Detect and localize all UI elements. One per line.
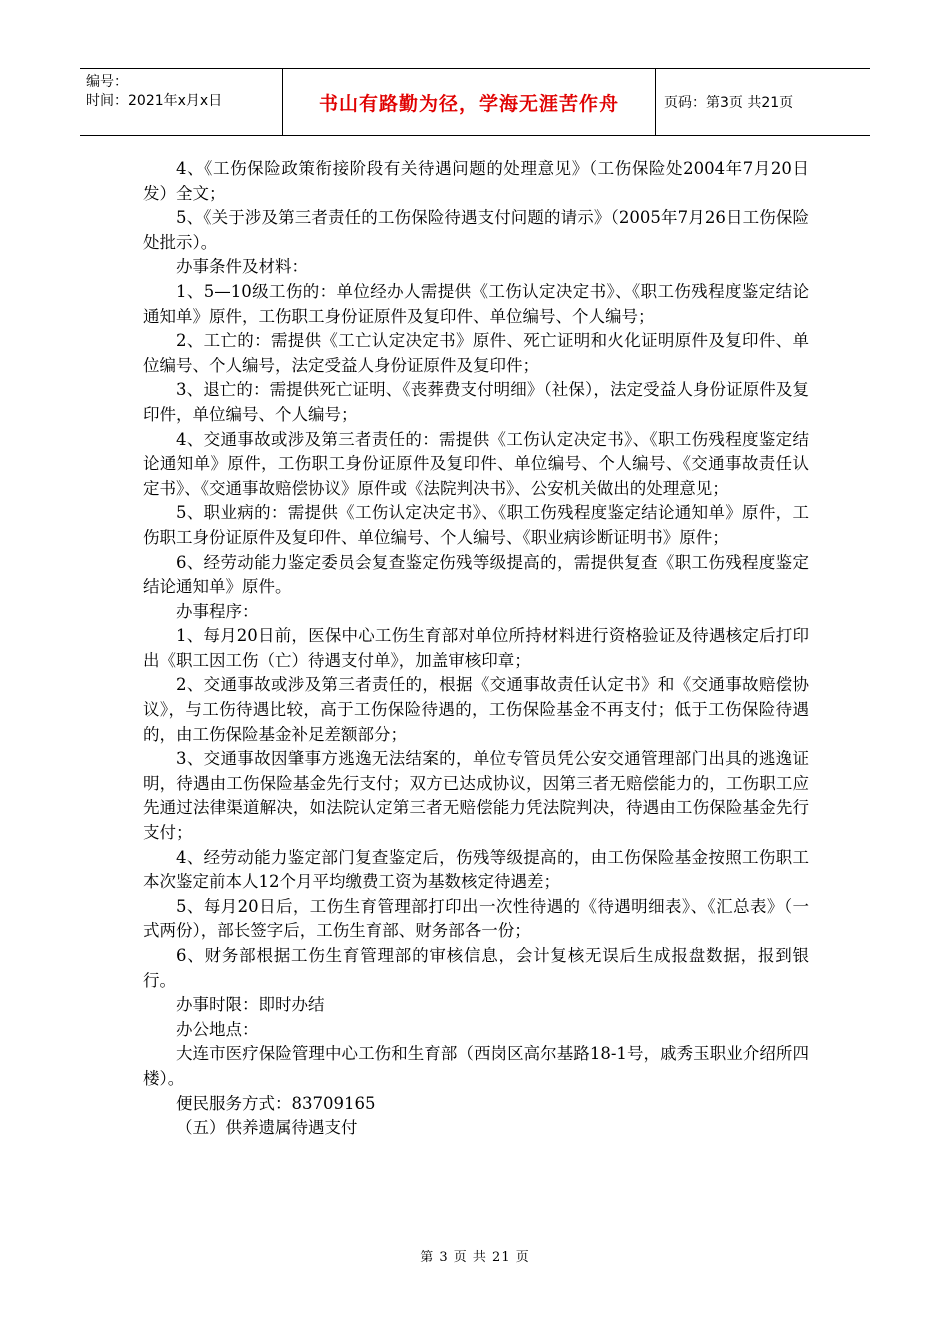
paragraph: 5、每月20日后，工伤生育管理部打印出一次性待遇的《待遇明细表》、《汇总表》（一式两份），部长签字后，工伤生育部、财务部各一份；	[143, 896, 809, 941]
paragraph: 5、职业病的：需提供《工伤认定决定书》、《职工伤残程度鉴定结论通知单》原件，工伤职工身份证原件及复印件、单位编号、个人编号、《职业病诊断证明书》原件；	[143, 503, 809, 547]
section-heading: 办公地点：	[176, 1019, 259, 1039]
paragraph: 1、每月20日前，医保中心工伤生育部对单位所持材料进行资格验证及待遇核定后打印出《职工因工伤（亡）待遇支付单》，加盖审核印章；	[143, 626, 809, 670]
paragraph: 3、交通事故因肇事方逃逸无法结案的，单位专管员凭公安交通管理部门出具的逃逸证明，待遇由工伤保险基金先行支付；双方已达成协议，因第三者无赔偿能力的，工伤职工应先通过法律渠道解决，如法院认定第三者无赔偿能力凭法院判决，待遇由工伤保险基金先行支付；	[143, 749, 809, 843]
paragraph: 便民服务方式：83709165	[176, 1093, 376, 1113]
paragraph: 大连市医疗保险管理中心工伤和生育部（西岗区高尔基路18-1号，戚秀玉职业介绍所四楼）。	[143, 1044, 809, 1088]
header-time-label: 时间：2021年x月x日	[86, 93, 223, 109]
paragraph: 6、财务部根据工伤生育管理部的审核信息，会计复核无误后生成报盘数据，报到银行。	[143, 946, 809, 990]
paragraph: 2、工亡的：需提供《工亡认定决定书》原件、死亡证明和火化证明原件及复印件、单位编号、个人编号，法定受益人身份证原件及复印件；	[143, 331, 809, 375]
document-body	[143, 157, 809, 1141]
header-number-label: 编号：	[86, 74, 128, 90]
paragraph: 5、《关于涉及第三者责任的工伤保险待遇支付问题的请示》（2005年7月26日工伤保险处批示）。	[143, 208, 809, 252]
paragraph: 6、经劳动能力鉴定委员会复查鉴定伤残等级提高的，需提供复查《职工伤残程度鉴定结论通知单》原件。	[143, 552, 809, 597]
paragraph: 4、经劳动能力鉴定部门复查鉴定后，伤残等级提高的，由工伤保险基金按照工伤职工本次鉴定前本人12个月平均缴费工资为基数核定待遇差；	[143, 847, 809, 892]
header-page-info: 页码：第3页 共21页	[664, 95, 794, 111]
header-meta	[80, 69, 283, 135]
section-heading: （五）供养遗属待遇支付	[176, 1118, 358, 1138]
header-motto: 书山有路勤为径，学海无涯苦作舟	[283, 69, 656, 135]
page-footer: 第 3 页 共 21 页	[420, 1250, 530, 1265]
paragraph: 3、退亡的：需提供死亡证明、《丧葬费支付明细》（社保），法定受益人身份证原件及复印件，单位编号、个人编号；	[143, 380, 809, 424]
paragraph: 1、5—10级工伤的：单位经办人需提供《工伤认定决定书》、《职工伤残程度鉴定结论通知单》原件，工伤职工身份证原件及复印件、单位编号、个人编号；	[143, 281, 809, 326]
paragraph: 办事时限：即时办结	[176, 995, 325, 1015]
page-header	[80, 68, 870, 136]
paragraph: 2、交通事故或涉及第三者责任的，根据《交通事故责任认定书》和《交通事故赔偿协议》，与工伤待遇比较，高于工伤保险待遇的，工伤保险基金不再支付；低于工伤保险待遇的，由工伤保险基金补足差额部分；	[143, 675, 809, 744]
section-heading: 办事条件及材料：	[176, 257, 308, 277]
section-heading: 办事程序：	[176, 601, 259, 621]
paragraph: 4、《工伤保险政策衔接阶段有关待遇问题的处理意见》（工伤保险处2004年7月20日发）全文；	[143, 159, 809, 203]
paragraph: 4、交通事故或涉及第三者责任的：需提供《工伤认定决定书》、《职工伤残程度鉴定结论通知单》原件，工伤职工身份证原件及复印件、单位编号、个人编号、《交通事故责任认定书》、《交通事故赔偿协议》原件或《法院判决书》、公安机关做出的处理意见；	[143, 429, 809, 498]
